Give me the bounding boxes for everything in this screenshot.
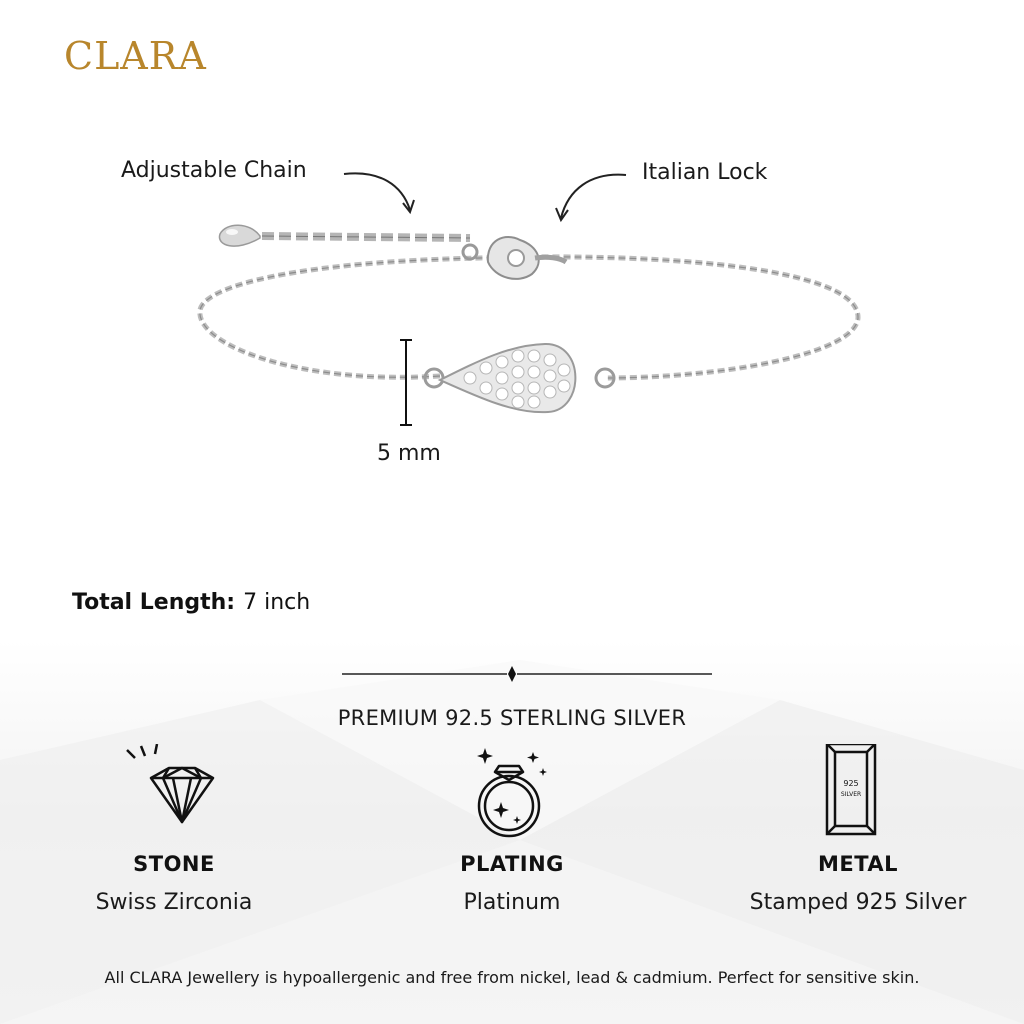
silver-bar-stamp-word: SILVER [840, 791, 862, 798]
chain-end-drop [219, 225, 260, 246]
total-length-value: 7 inch [243, 590, 311, 615]
silver-bar-stamp-number: 925 [843, 779, 859, 788]
footer-disclaimer: All CLARA Jewellery is hypoallergenic and free from nickel, lead & cadmium. Perfect for sensitive skin. [104, 968, 920, 987]
total-length-spec [72, 590, 310, 615]
diamond-icon [119, 744, 229, 844]
feature-plating-value: Platinum [463, 890, 561, 915]
brand-logo: CLARA [64, 34, 207, 78]
feature-metal-value: Stamped 925 Silver [749, 890, 967, 915]
feature-plating-title: PLATING [460, 852, 564, 876]
dimension-marker [400, 340, 412, 425]
ring-icon [457, 744, 567, 844]
total-length-label: Total Length: [72, 590, 236, 615]
feature-stone-title: STONE [133, 852, 215, 876]
arrow-right [561, 175, 626, 218]
dimension-label: 5 mm [377, 441, 441, 466]
feature-plating [362, 744, 662, 915]
feature-stone [24, 744, 324, 915]
arrow-left [344, 173, 410, 210]
teardrop-pendant [425, 344, 614, 412]
callout-adjustable-chain: Adjustable Chain [121, 158, 307, 183]
feature-metal [708, 744, 1008, 915]
material-headline: PREMIUM 92.5 STERLING SILVER [337, 706, 687, 730]
silver-bar-icon [803, 744, 913, 844]
ornamental-divider [312, 664, 712, 684]
feature-metal-title: METAL [817, 852, 899, 876]
feature-stone-value: Swiss Zirconia [95, 890, 253, 915]
callout-italian-lock: Italian Lock [642, 160, 768, 185]
